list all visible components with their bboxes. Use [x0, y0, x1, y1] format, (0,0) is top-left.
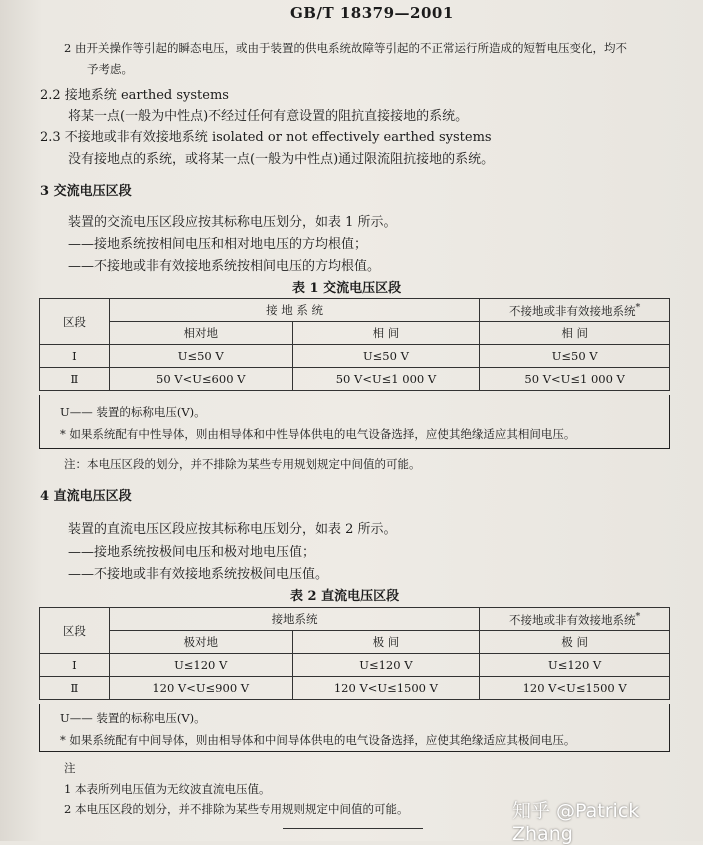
- table-2: [39, 607, 670, 700]
- table-1-header-section: 区段: [40, 299, 110, 345]
- table-1-row-1-phase-phase: U≤50 V: [292, 345, 480, 368]
- table-1-sub-unearthed-phase: 相 间: [480, 322, 670, 345]
- table-2-row-2-pole-ground: 120 V<U≤900 V: [109, 677, 292, 700]
- note-2-line-2: 予考虑。: [87, 62, 133, 76]
- note-2-line-1: 2 由开关操作等引起的瞬态电压，或由于装置的供电系统故障等引起的不正常运行所造成的短暂电压变化，均不: [64, 41, 627, 55]
- table-1-row-2-section: Ⅱ: [40, 368, 110, 391]
- table-1-note-u: U—— 装置的标称电压(V)。: [60, 405, 206, 419]
- table-1-header-earthed: 接 地 系 统: [109, 299, 479, 322]
- table-row: [40, 368, 670, 391]
- table-1-footnote-mark: *: [635, 301, 641, 313]
- table-2-remark-2: 2 本电压区段的划分，并不排除为某些专用规则规定中间值的可能。: [64, 802, 409, 816]
- table-2-header-section: 区段: [40, 608, 110, 654]
- table-1-row-1-section: Ⅰ: [40, 345, 110, 368]
- section-3-para-2: ——接地系统按相间电压和相对地电压的方均根值；: [68, 237, 368, 252]
- section-3-title: 3 交流电压区段: [40, 184, 132, 199]
- table-1-sub-phase-ground: 相对地: [109, 322, 292, 345]
- table-2-row-1-pole-ground: U≤120 V: [109, 654, 292, 677]
- table-2-footnote-mark: *: [635, 610, 641, 622]
- section-4-title: 4 直流电压区段: [40, 489, 132, 504]
- table-2-row-1-section: Ⅰ: [40, 654, 110, 677]
- table-2-row-2-unearthed: 120 V<U≤1500 V: [480, 677, 670, 700]
- table-1-row-1-phase-ground: U≤50 V: [109, 345, 292, 368]
- section-3-para-3: ——不接地或非有效接地系统按相间电压的方均根值。: [68, 259, 381, 274]
- standard-number-header: GB/T 18379—2001: [290, 4, 454, 22]
- table-2-sub-pole-ground: 极对地: [109, 631, 292, 654]
- section-3-para-1: 装置的交流电压区段应按其标称电压划分，如表 1 所示。: [68, 215, 397, 230]
- table-2-caption: 表 2 直流电压区段: [290, 589, 400, 604]
- table-1-header-unearthed: [480, 299, 670, 322]
- section-2-2-title: 2.2 接地系统 earthed systems: [40, 88, 229, 103]
- table-1-remark: 注：本电压区段的划分，并不排除为某些专用规划规定中间值的可能。: [64, 457, 421, 471]
- table-2-note-a: * 如果系统配有中间导体，则由相导体和中间导体供电的电气设备选择，应使其绝缘适应其极间电压。: [60, 733, 576, 747]
- watermark: 知乎 @Patrick Zhang: [512, 800, 640, 845]
- section-4-para-3: ——不接地或非有效接地系统按极间电压值。: [68, 567, 329, 582]
- table-2-remark-head: 注: [64, 761, 76, 775]
- table-1-row-2-unearthed: 50 V<U≤1 000 V: [480, 368, 670, 391]
- table-2-header-unearthed-label: 不接地或非有效接地系统: [508, 612, 636, 627]
- footer-rule: [283, 828, 423, 829]
- table-2-row-2-section: Ⅱ: [40, 677, 110, 700]
- table-2-sub-pole-pole: 极 间: [292, 631, 480, 654]
- table-2-header-earthed: 接地系统: [109, 608, 479, 631]
- table-2-row-1-pole-pole: U≤120 V: [292, 654, 480, 677]
- table-2-sub-unearthed-pole: 极 间: [480, 631, 670, 654]
- table-row: [40, 345, 670, 368]
- section-2-2-body: 将某一点(一般为中性点)不经过任何有意设置的阻抗直接接地的系统。: [68, 109, 469, 124]
- table-2-note-u: U—— 装置的标称电压(V)。: [60, 711, 206, 725]
- table-1-header-unearthed-label: 不接地或非有效接地系统: [509, 303, 636, 318]
- table-1: [39, 298, 670, 391]
- table-1-row-1-unearthed: U≤50 V: [480, 345, 670, 368]
- section-2-3-body: 没有接地点的系统，或将某一点(一般为中性点)通过限流阻抗接地的系统。: [68, 152, 495, 167]
- table-1-row-2-phase-phase: 50 V<U≤1 000 V: [292, 368, 480, 391]
- table-2-header-unearthed: [480, 608, 670, 631]
- table-row: [40, 677, 670, 700]
- table-1-sub-phase-phase: 相 间: [292, 322, 480, 345]
- table-1-row-2-phase-ground: 50 V<U≤600 V: [109, 368, 292, 391]
- table-row: [40, 654, 670, 677]
- table-1-note-a: * 如果系统配有中性导体，则由相导体和中性导体供电的电气设备选择，应使其绝缘适应其相间电压。: [60, 427, 576, 441]
- table-1-caption: 表 1 交流电压区段: [292, 281, 402, 296]
- table-2-row-2-pole-pole: 120 V<U≤1500 V: [292, 677, 480, 700]
- section-2-3-title: 2.3 不接地或非有效接地系统 isolated or not effectively earthed systems: [40, 130, 492, 145]
- section-4-para-1: 装置的直流电压区段应按其标称电压划分，如表 2 所示。: [68, 522, 397, 537]
- table-2-remark-1: 1 本表所列电压值为无纹波直流电压值。: [64, 782, 271, 796]
- table-2-row-1-unearthed: U≤120 V: [480, 654, 670, 677]
- section-4-para-2: ——接地系统按极间电压和极对地电压值；: [68, 545, 316, 560]
